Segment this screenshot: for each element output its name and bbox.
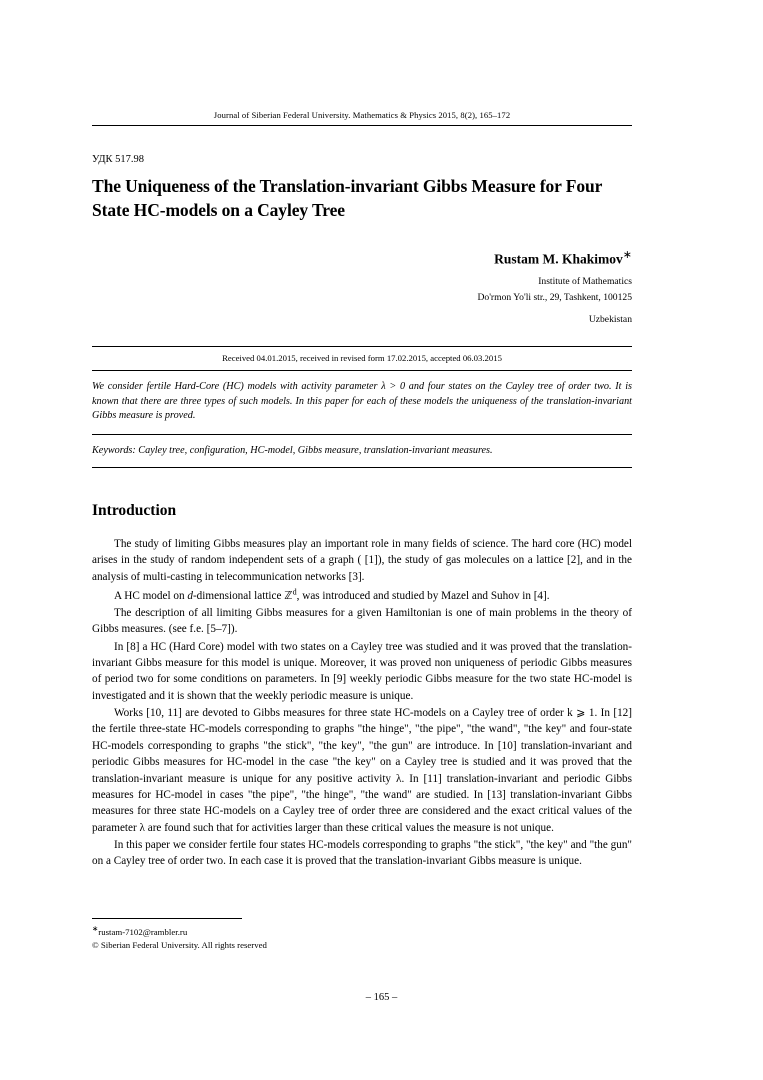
udk-code: УДК 517.98 — [92, 154, 145, 165]
footnote-star-marker: ∗ — [92, 924, 99, 933]
page-title: The Uniqueness of the Translation-invariant Gibbs Measure for Four State HC-models on a Cayley Tree — [92, 176, 603, 220]
footnote-divider — [92, 918, 242, 919]
keywords: Keywords: Cayley tree, configuration, HC-model, Gibbs measure, translation-invariant measures. — [92, 435, 632, 468]
author-name-text: Rustam M. Khakimov — [494, 251, 623, 267]
footnote-copyright-text: Siberian Federal University. All rights reserved — [100, 940, 267, 951]
paragraph: In [8] a HC (Hard Core) model with two states on a Cayley tree was studied and it was proved that the translation-invariant Gibbs measure for this model is unique. Moreover, it was proved non uniqueness of periodic Gibbs measures of period two for some conditions on parameters. In [9] weekly periodic Gibbs measure for the two state HC-model is investigated and it is shown that the weekly periodic measure is unique. — [92, 640, 632, 702]
affiliation-line-2: Do'rmon Yo'li str., 29, Tashkent, 100125 — [477, 291, 632, 303]
affiliation-line-3: Uzbekistan — [588, 314, 632, 326]
received-dates: Received 04.01.2015, received in revised form 17.02.2015, accepted 06.03.2015 — [92, 347, 632, 371]
paragraph: The study of limiting Gibbs measures play an important role in many fields of science. The hard core (HC) model arises in the study of random independent sets of a graph ( [1]), the study of gas molecules on a lattice [2], and in the analysis of multi-casting in telecommunication networks [3]. — [92, 537, 632, 583]
footnote-area — [92, 918, 632, 952]
affiliation — [92, 274, 632, 328]
affiliation-spacer — [92, 305, 632, 312]
paragraph: The description of all limiting Gibbs measures for a given Hamiltonian is one of main problems in the theory of Gibbs measures. (see f.e. [5–7]). — [92, 607, 632, 636]
paragraph — [92, 586, 632, 604]
page-number: – 165 – — [365, 992, 398, 1003]
footnote-email — [92, 923, 632, 939]
copyright-icon: © — [92, 940, 99, 951]
paragraph: Works [10, 11] are devoted to Gibbs measures for three state HC-models on a Cayley tree of order k ⩾ 1. In [12] the fertile three-state HC-models corresponding to graphs "the hinge", "the pipe", "the wand", "the key" and four-state HC-models corresponding to graphs "the stick", "the key", "the gun" are introduce. In [10] translation-invariant and periodic Gibbs measures for HC-model in the case "the key" on a Cayley tree is studied and it was proved that the translation-invariant measure is unique for any positive activity λ. In [11] translation-invariant and periodic Gibbs measures for HC-model in cases "the pipe", "the hinge", "the wand" are studied. In [13] translation-invariant Gibbs measures for three state HC-models on a Cayley tree of order three are considered and the exact critical values of the parameter λ are found such that for activities larger than these critical values the measure is not unique. — [92, 707, 632, 834]
article-content — [92, 110, 632, 871]
author-footnote-marker: ∗ — [622, 249, 632, 262]
footnote-copyright — [92, 939, 632, 952]
author-name — [92, 248, 632, 268]
paragraph-text: A HC model on d-dimensional lattice ℤ$^d$, was introduced and studied by Mazel and Suhov in [4]. — [114, 587, 550, 602]
abstract: We consider fertile Hard-Core (HC) models with activity parameter λ > 0 and four states on the Cayley tree of order two. It is known that there are three types of such models. In this paper for each of these models the uniqueness of the translation-invariant Gibbs measure is proved. — [92, 371, 632, 434]
paragraph: In this paper we consider fertile four states HC-models corresponding to graphs "the stick", "the key" and "the gun" on a Cayley tree of order two. In each case it is proved that the translation-invariant Gibbs measure is unique. — [92, 838, 632, 868]
running-head: Journal of Siberian Federal University. Mathematics & Physics 2015, 8(2), 165–172 — [92, 110, 632, 126]
section-heading-introduction: Introduction — [92, 501, 177, 519]
footnote-email-text[interactable]: rustam-7102@rambler.ru — [98, 926, 188, 937]
affiliation-line-1: Institute of Mathematics — [538, 275, 632, 287]
